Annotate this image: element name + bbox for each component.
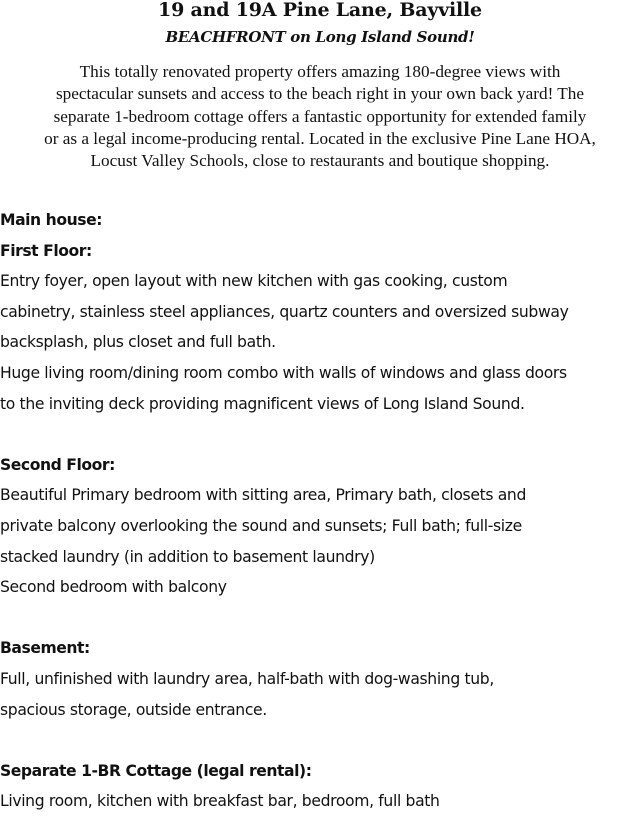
basement-line: Full, unfinished with laundry area, half-bath with dog-washing tub,: [0, 669, 494, 688]
second-floor-line: private balcony overlooking the sound and sunsets; Full bath; full-size: [0, 516, 522, 535]
intro-line: separate 1-bedroom cottage offers a fantastic opportunity for extended family: [53, 106, 587, 126]
second-floor-line: Beautiful Primary bedroom with sitting area, Primary bath, closets and: [0, 486, 527, 505]
section-spacer: [0, 603, 640, 634]
first-floor-heading: First Floor:: [0, 241, 92, 260]
cottage-heading: Separate 1-BR Cottage (legal rental):: [0, 761, 312, 780]
cottage-line: Living room, kitchen with breakfast bar, bedroom, full bath: [0, 792, 440, 811]
intro-line: Locust Valley Schools, close to restaurants and boutique shopping.: [90, 151, 550, 171]
second-floor-line: stacked laundry (in addition to basement laundry): [0, 547, 375, 566]
listing-title: 19 and 19A Pine Lane, Bayville: [158, 0, 482, 21]
intro-line: spectacular sunsets and access to the beach right in your own back yard! The: [55, 84, 584, 104]
intro-paragraph: [0, 61, 640, 172]
section-spacer: [0, 419, 640, 450]
first-floor-line: Huge living room/dining room combo with walls of windows and glass doors: [0, 363, 567, 382]
first-floor-line: cabinetry, stainless steel appliances, quartz counters and oversized subway: [0, 302, 569, 321]
intro-line: This totally renovated property offers amazing 180-degree views with: [79, 62, 561, 81]
second-floor-heading: Second Floor:: [0, 455, 115, 474]
first-floor-line: Entry foyer, open layout with new kitchen with gas cooking, custom: [0, 272, 508, 291]
second-floor-line: Second bedroom with balcony: [0, 578, 227, 597]
intro-line: or as a legal income-producing rental. Located in the exclusive Pine Lane HOA,: [44, 128, 596, 148]
first-floor-line: to the inviting deck providing magnificent views of Long Island Sound.: [0, 394, 525, 413]
section-spacer: [0, 725, 640, 756]
first-floor-line: backsplash, plus closet and full bath.: [0, 333, 276, 352]
basement-heading: Basement:: [0, 639, 90, 658]
listing-subtitle: BEACHFRONT on Long Island Sound!: [165, 28, 475, 46]
main-house-heading: Main house:: [0, 211, 102, 229]
details-section: [0, 205, 640, 817]
basement-line: spacious storage, outside entrance.: [0, 700, 267, 719]
